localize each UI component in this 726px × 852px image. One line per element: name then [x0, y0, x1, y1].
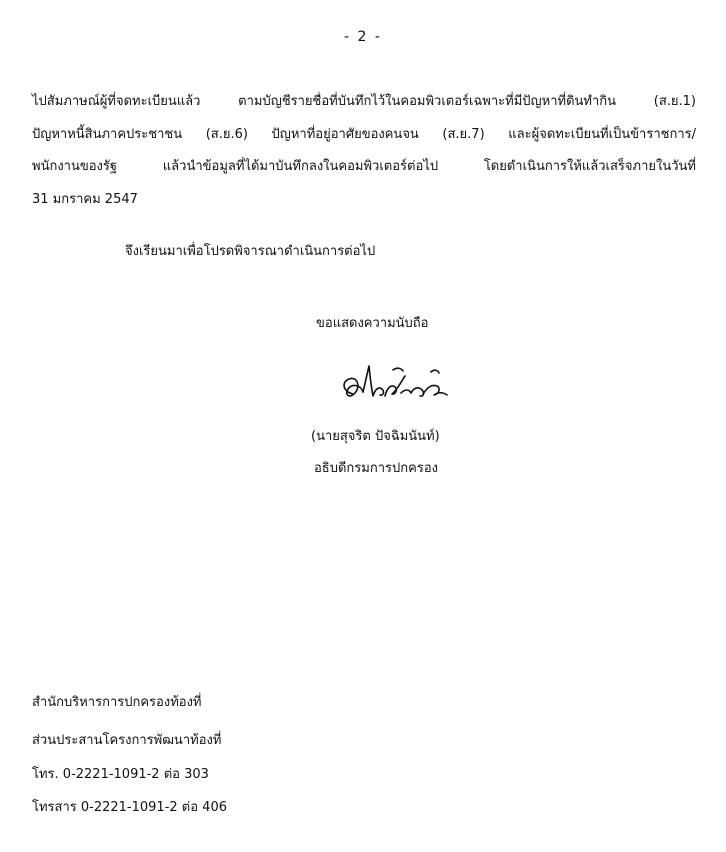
closing-phrase: ขอแสดงความนับถือ: [316, 316, 429, 331]
signer-title: อธิบดีกรมการปกครอง: [314, 461, 438, 476]
body-line-4: 31 มกราคม 2547: [32, 192, 138, 207]
signature: [335, 362, 453, 408]
contact-division: ส่วนประสานโครงการพัฒนาท้องที่: [32, 733, 222, 748]
page-number: - 2 -: [344, 29, 382, 45]
body-line-3: พนักงานของรัฐ แล้วนำข้อมูลที่ได้มาบันทึกลงในคอมพิวเตอร์ต่อไป โดยดำเนินการให้แล้วเสร็จภายในวันที่: [32, 159, 696, 174]
body-line-1: ไปสัมภาษณ์ผู้ที่จดทะเบียนแล้ว ตามบัญชีรายชื่อที่บันทึกไว้ในคอมพิวเตอร์เฉพาะที่มีปัญหาที่ดินทำกิน (ส.ย.1): [32, 94, 696, 109]
contact-office: สำนักบริหารการปกครองท้องที่: [32, 695, 202, 710]
signer-name: (นายสุจริต ปัจฉิมนันท์): [311, 429, 440, 444]
body-line-2: ปัญหาหนี้สินภาคประชาชน (ส.ย.6) ปัญหาที่อยู่อาศัยของคนจน (ส.ย.7) และผู้จดทะเบียนที่เป็นข้าราชการ/: [32, 127, 696, 142]
contact-phone: โทร. 0-2221-1091-2 ต่อ 303: [32, 767, 209, 782]
contact-fax: โทรสาร 0-2221-1091-2 ต่อ 406: [32, 800, 227, 815]
request-line: จึงเรียนมาเพื่อโปรดพิจารณาดำเนินการต่อไป: [125, 244, 376, 259]
